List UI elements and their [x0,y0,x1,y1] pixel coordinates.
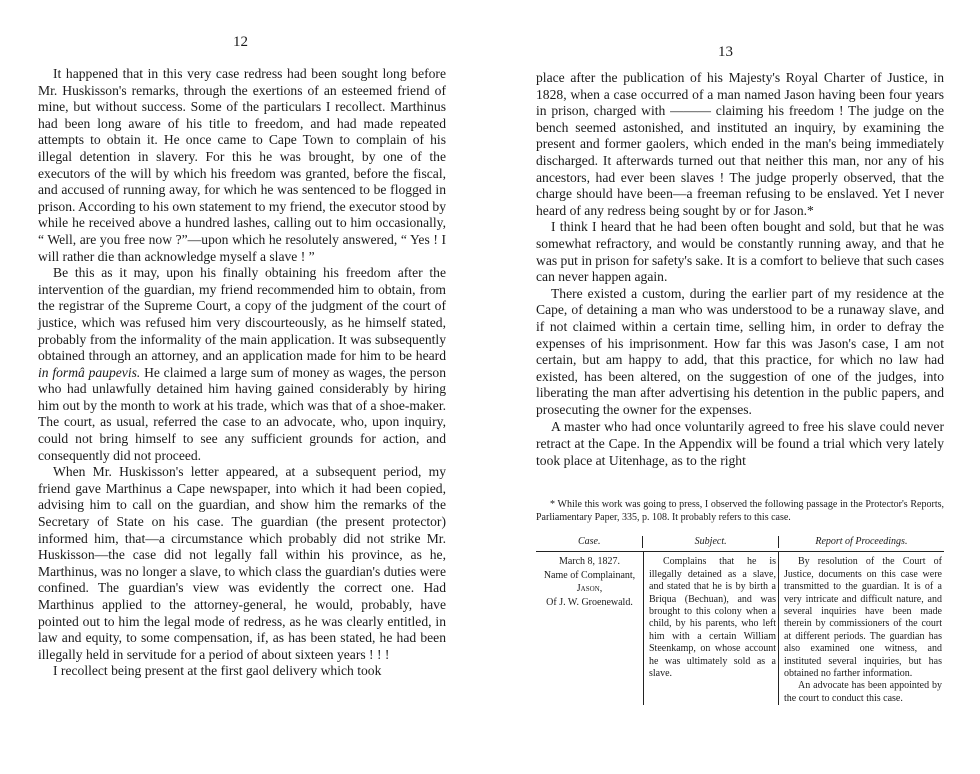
paragraph-text: claiming his freedom ! The judge on the bench seemed astonished, and instituted an inquiry, by examining the present and former gaolers, which ended in the man's being immediately discharged. It afterwards turned out that neither this man, nor any of his ancestors, had ever been slaves ! The judge properly observed, that the charge should have been—a freeman refusing to be enslaved. Yet I never heard of any redress being sought by or for Jason.* [536,103,945,218]
subject-cell: Complains that he is illegally detained as a slave, and stated that he is by birth a Briqua (Bechuan), and was brought to this colony when a child, by his parents, who left him with a certain William Steenkamp, on whose account he was ultimately sold as a slave. [643,552,778,705]
paragraph: A master who had once voluntarily agreed to free his slave could never retract at the Cape. In the Appendix will be found a trial which very lately took place at Uitenhage, as to the right [536,419,944,468]
case-cell [536,552,643,705]
body-text [536,70,944,469]
paragraph [536,70,944,219]
paragraph-text: Be this as it may, upon his finally obtaining his freedom after the intervention of the guardian, my friend recommended him to obtain, from the registrar of the Supreme Court, a copy of the judgment of the court of justice, which was refused him very discourteously, as he himself stated, probably from the informality of the main application. It was subsequently obtained through an attorney, and an application made for him to be heard [38,265,446,364]
body-text [38,66,446,680]
table-row [536,552,944,705]
table-header-row [536,536,944,552]
paragraph-text: He claimed a large sum of money as wages, the person who had unlawfully detained him having gained considerably by hiring him out by the month to work at his trade, which was that of a shoe-maker. The court, as usual, referred the case to an advocate, who, upon inquiry, could not bring himself to see any sufficient grounds for action, and consequently did not proceed. [38,364,446,463]
case-date: March 8, 1827. [558,556,621,568]
paragraph: I recollect being present at the first gaol delivery which took [53,663,382,679]
report-paragraph: By resolution of the Court of Justice, documents on this case were transmitted to the guardian. It is of a very intricate and difficult nature, and several inquiries have been made therein by commissioners of the court at different periods. The guardian has also examined one witness, and instituted several inquiries, but has obtained no farther information. [784,556,942,680]
right-page [490,0,980,774]
blank-dash: ——— [670,103,711,119]
paragraph [38,265,446,464]
paragraph: There existed a custom, during the earlier part of my residence at the Cape, of detaining a man who was understood to be a runaway slave, and if not claimed within a certain time, selling him, in order to defray the expenses of his imprisonment. How far this was Jason's case, I am not certain, but am happy to add, that this practice, for which no law had existed, has been altered, on the suggestion of one of the judges, into liberating the man after advertising his detention in the public papers, and prosecuting the owner for the expenses. [536,285,944,417]
paragraph-text: place after the publication of his Majesty's Royal Charter of Justice, in 1828, when a case occurred of a man named Jason having been four years in prison, charged with [536,70,944,119]
paragraph: I think I heard that he had been often bought and sold, but that he was somewhat refractory, and would be constantly running away, and that he was put in prison for safety's sake. It is a comfort to believe that such cases can never happen again. [536,219,944,285]
page-number: 12 [233,34,248,50]
owner-name: Of J. W. Groenewald. [546,596,633,608]
column-header-report: Report of Proceedings. [778,536,944,548]
paragraph: It happened that in this very case redress had been sought long before Mr. Huskisson's remarks, through the exertions of an esteemed friend of mine, but without success. Some of the particulars I recollect. Marthinus had been long aware of his title to freedom, and had made repeated attempts to obtain it. He once came to Cape Town to complain of his illegal detention in slavery. For this he was brought, by one of the executors of the will by which his freedom was granted, before the fiscal, and accused of running away, for which he was sentenced to be flogged in prison. According to his own statement to my friend, the executor stood by while he received above a hundred lashes, calling out to him occasionally, “ Well, are you free now ?”—upon which he resolutely answered, “ Yes ! I will rather die than acknowledge myself a slave ! ” [38,66,446,264]
column-header-subject: Subject. [642,536,777,548]
protector-report-table [536,536,944,705]
column-header-case: Case. [577,536,601,547]
complainant-name: Jason, [576,583,603,595]
footnote: * While this work was going to press, I observed the following passage in the Protector's Reports, Parliamentary Paper, 335, p. 108. It probably refers to this case. [536,499,944,523]
paragraph: When Mr. Huskisson's letter appeared, at a subsequent period, my friend gave Marthinus a Cape newspaper, into which it had been copied, advising him to call on the guardian, and show him the remarks of the Secretary of State on his case. The guardian (the present protector) informed him, that—a circumstance which probably did not strike Mr. Huskisson—the case did not legally fall within his province, as he, Marthinus, was no longer a slave, to which class the guardian's duties were confined. The guardian's view was evidently the correct one. Had Marthinus applied to the attorney-general, he would, probably, have pointed out to him the legal mode of redress, as he was clearly entitled, in law and equity, to some compensation, if, as has been stated, he had been illegally held in servitude for a period of about sixteen years ! ! ! [38,464,446,662]
report-paragraph: An advocate has been appointed by the court to conduct this case. [784,680,942,704]
complainant-label: Name of Complainant, [543,569,636,581]
page-number: 13 [718,44,733,60]
report-cell [778,552,944,705]
latin-phrase: in formâ paupevis. [38,364,141,380]
